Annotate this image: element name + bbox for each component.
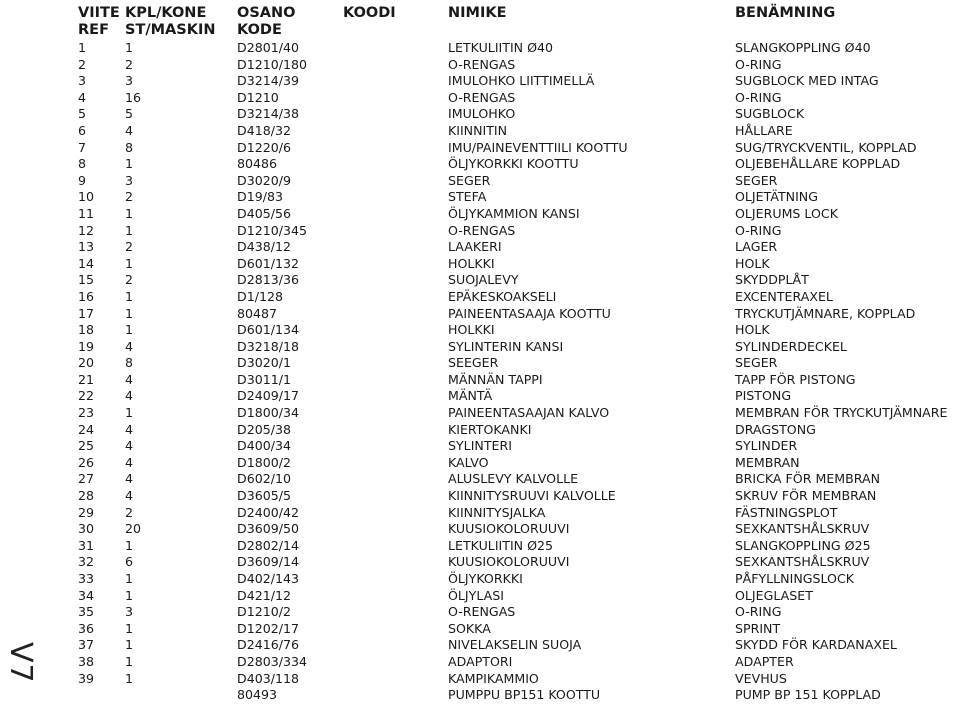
cell-qty: 6 xyxy=(125,554,134,570)
cell-name-fi: ÖLJYKAMMION KANSI xyxy=(448,205,580,221)
cell-name-fi: O-RENGAS xyxy=(448,89,516,105)
table-row xyxy=(0,637,959,654)
table-row xyxy=(0,554,959,571)
cell-ref: 2 xyxy=(78,56,87,72)
cell-name-fi: LAAKERI xyxy=(448,239,502,255)
cell-qty: 8 xyxy=(125,139,134,155)
cell-partno: D602/10 xyxy=(237,471,292,487)
header-partno-sv: KODE xyxy=(237,22,282,38)
cell-qty: 4 xyxy=(125,471,134,487)
cell-name-sv: FÄSTNINGSPLOT xyxy=(735,504,838,520)
cell-name-sv: SKYDD FÖR KARDANAXEL xyxy=(735,637,897,653)
cell-name-fi: O-RENGAS xyxy=(448,56,516,72)
cell-qty: 1 xyxy=(125,255,134,271)
cell-name-sv: SUG/TRYCKVENTIL, KOPPLAD xyxy=(735,139,917,155)
cell-ref: 34 xyxy=(78,587,95,603)
cell-name-fi: MÄNNÄN TAPPI xyxy=(448,371,543,387)
table-row xyxy=(0,256,959,273)
cell-name-fi: HOLKKI xyxy=(448,322,495,338)
cell-ref: 29 xyxy=(78,504,95,520)
cell-ref: 8 xyxy=(78,156,87,172)
header-qty-fi: KPL/KONE xyxy=(125,5,207,21)
cell-qty: 1 xyxy=(125,653,134,669)
cell-name-sv: PISTONG xyxy=(735,388,792,404)
cell-name-fi: PUMPPU BP151 KOOTTU xyxy=(448,687,601,703)
cell-name-fi: ÖLJYKORKKI KOOTTU xyxy=(448,156,579,172)
cell-ref: 17 xyxy=(78,305,95,321)
cell-qty: 8 xyxy=(125,355,134,371)
cell-name-sv: SYLINDER xyxy=(735,438,798,454)
cell-partno: D601/134 xyxy=(237,322,300,338)
cell-partno: D403/118 xyxy=(237,670,300,686)
table-row xyxy=(0,339,959,356)
cell-ref: 15 xyxy=(78,272,95,288)
cell-partno: D1800/2 xyxy=(237,454,292,470)
cell-partno: D1210/345 xyxy=(237,222,308,238)
cell-partno: D3020/1 xyxy=(237,355,292,371)
cell-partno: D3609/14 xyxy=(237,554,300,570)
cell-name-sv: SEGER xyxy=(735,355,778,371)
table-row xyxy=(0,388,959,405)
table-row xyxy=(0,322,959,339)
cell-partno: D421/12 xyxy=(237,587,292,603)
cell-partno: D418/32 xyxy=(237,122,292,138)
cell-partno: D3605/5 xyxy=(237,488,292,504)
cell-qty: 1 xyxy=(125,40,134,55)
table-row xyxy=(0,455,959,472)
cell-partno: D205/38 xyxy=(237,421,292,437)
cell-name-fi: LETKULIITIN Ø40 xyxy=(448,40,554,55)
table-row xyxy=(0,372,959,389)
table-row xyxy=(0,405,959,422)
header-partno-fi: OSANO xyxy=(237,5,296,21)
table-row xyxy=(0,173,959,190)
cell-ref: 14 xyxy=(78,255,95,271)
cell-ref: 7 xyxy=(78,139,87,155)
cell-qty: 5 xyxy=(125,106,134,122)
cell-name-fi: O-RENGAS xyxy=(448,222,516,238)
cell-ref: 1 xyxy=(78,40,87,55)
table-row xyxy=(0,106,959,123)
header-ref-sv: REF xyxy=(78,22,109,38)
cell-name-sv: TAPP FÖR PISTONG xyxy=(735,371,856,387)
cell-ref: 21 xyxy=(78,371,95,387)
cell-name-fi: STEFA xyxy=(448,189,487,205)
cell-name-sv: DRAGSTONG xyxy=(735,421,816,437)
cell-ref: 24 xyxy=(78,421,95,437)
cell-qty: 1 xyxy=(125,305,134,321)
cell-partno: D2400/42 xyxy=(237,504,300,520)
table-row xyxy=(0,687,959,704)
cell-partno: D3218/18 xyxy=(237,338,300,354)
cell-name-fi: PAINEENTASAAJA KOOTTU xyxy=(448,305,611,321)
cell-partno: D1210/2 xyxy=(237,604,292,620)
cell-ref: 28 xyxy=(78,488,95,504)
cell-name-sv: HÅLLARE xyxy=(735,122,793,138)
cell-name-fi: EPÄKESKOAKSELI xyxy=(448,288,557,304)
cell-qty: 2 xyxy=(125,239,134,255)
cell-qty: 4 xyxy=(125,488,134,504)
cell-qty: 4 xyxy=(125,338,134,354)
cell-partno: D2409/17 xyxy=(237,388,300,404)
cell-name-sv: O-RING xyxy=(735,89,782,105)
cell-qty: 16 xyxy=(125,89,142,105)
cell-qty: 1 xyxy=(125,405,134,421)
cell-ref: 26 xyxy=(78,454,95,470)
cell-name-sv: O-RING xyxy=(735,604,782,620)
cell-ref: 22 xyxy=(78,388,95,404)
cell-name-sv: HOLK xyxy=(735,322,770,338)
cell-ref: 4 xyxy=(78,89,87,105)
cell-name-sv: MEMBRAN xyxy=(735,454,800,470)
header-ref-fi: VIITE xyxy=(78,5,120,21)
cell-name-fi: KUUSIOKOLORUUVI xyxy=(448,554,570,570)
table-row xyxy=(0,488,959,505)
cell-name-sv: SPRINT xyxy=(735,620,781,636)
cell-ref: 5 xyxy=(78,106,87,122)
cell-name-fi: O-RENGAS xyxy=(448,604,516,620)
cell-name-fi: PAINEENTASAAJAN KALVO xyxy=(448,405,610,421)
cell-name-sv: SUGBLOCK MED INTAG xyxy=(735,73,879,89)
cell-name-sv: SLANGKOPPLING Ø25 xyxy=(735,537,871,553)
cell-qty: 1 xyxy=(125,322,134,338)
cell-name-sv: LAGER xyxy=(735,239,778,255)
cell-ref: 18 xyxy=(78,322,95,338)
cell-qty: 1 xyxy=(125,670,134,686)
cell-partno: 80493 xyxy=(237,687,278,703)
cell-partno: D2801/40 xyxy=(237,40,300,55)
cell-partno: 80486 xyxy=(237,156,278,172)
cell-name-sv: TRYCKUTJÄMNARE, KOPPLAD xyxy=(735,305,916,321)
header-name-sv: BENÄMNING xyxy=(735,5,836,21)
cell-ref: 38 xyxy=(78,653,95,669)
cell-partno: D402/143 xyxy=(237,571,300,586)
cell-name-sv: HOLK xyxy=(735,255,770,271)
cell-qty: 3 xyxy=(125,73,134,89)
cell-ref: 39 xyxy=(78,670,95,686)
table-row xyxy=(0,538,959,555)
cell-ref: 23 xyxy=(78,405,95,421)
cell-name-fi: MÄNTÄ xyxy=(448,388,493,404)
cell-name-fi: ÖLJYLASI xyxy=(448,587,504,603)
header-name-fi: NIMIKE xyxy=(448,5,507,21)
cell-partno: D3609/50 xyxy=(237,521,300,537)
cell-name-sv: OLJETÄTNING xyxy=(735,189,818,205)
table-row xyxy=(0,571,959,588)
cell-name-fi: HOLKKI xyxy=(448,255,495,271)
cell-name-fi: IMU/PAINEVENTTIILI KOOTTU xyxy=(448,139,628,155)
cell-ref: 6 xyxy=(78,122,87,138)
cell-partno: D2416/76 xyxy=(237,637,300,653)
cell-partno: D3011/1 xyxy=(237,371,292,387)
cell-partno: D1800/34 xyxy=(237,405,300,421)
cell-partno: 80487 xyxy=(237,305,278,321)
table-row xyxy=(0,189,959,206)
cell-qty: 4 xyxy=(125,122,134,138)
table-row xyxy=(0,156,959,173)
header-code: KOODI xyxy=(343,5,396,21)
cell-name-fi: KIINNITYSJALKA xyxy=(448,504,546,520)
table-row xyxy=(0,239,959,256)
cell-name-fi: KIINNITIN xyxy=(448,122,508,138)
table-row xyxy=(0,206,959,223)
cell-name-fi: KUUSIOKOLORUUVI xyxy=(448,521,570,537)
cell-qty: 20 xyxy=(125,521,142,537)
cell-ref: 13 xyxy=(78,239,95,255)
header-qty-sv: ST/MASKIN xyxy=(125,22,216,38)
cell-qty: 4 xyxy=(125,388,134,404)
cell-name-fi: KALVO xyxy=(448,454,489,470)
cell-qty: 4 xyxy=(125,454,134,470)
cell-name-sv: SEXKANTSHÅLSKRUV xyxy=(735,521,870,537)
cell-name-fi: KIINNITYSRUUVI KALVOLLE xyxy=(448,488,616,504)
cell-name-sv: OLJEGLASET xyxy=(735,587,813,603)
cell-name-fi: IMULOHKO LIITTIMELLÄ xyxy=(448,73,595,89)
table-row xyxy=(0,123,959,140)
cell-qty: 1 xyxy=(125,637,134,653)
cell-name-sv: MEMBRAN FÖR TRYCKUTJÄMNARE xyxy=(735,405,948,421)
page-number-label: V7 xyxy=(3,642,38,684)
cell-name-fi: SEGER xyxy=(448,172,491,188)
cell-ref: 33 xyxy=(78,571,95,586)
cell-name-sv: EXCENTERAXEL xyxy=(735,288,833,304)
cell-qty: 1 xyxy=(125,205,134,221)
cell-ref: 9 xyxy=(78,172,87,188)
cell-partno: D1/128 xyxy=(237,288,283,304)
cell-name-sv: PÅFYLLNINGSLOCK xyxy=(735,571,855,586)
cell-ref: 36 xyxy=(78,620,95,636)
cell-partno: D405/56 xyxy=(237,205,292,221)
cell-name-fi: SYLINTERI xyxy=(448,438,512,454)
table-row xyxy=(0,272,959,289)
cell-partno: D2813/36 xyxy=(237,272,300,288)
table-row xyxy=(0,521,959,538)
cell-name-sv: SYLINDERDECKEL xyxy=(735,338,847,354)
cell-name-sv: O-RING xyxy=(735,56,782,72)
cell-ref: 32 xyxy=(78,554,95,570)
cell-ref: 11 xyxy=(78,205,95,221)
table-row xyxy=(0,671,959,688)
cell-partno: D19/83 xyxy=(237,189,283,205)
cell-qty: 2 xyxy=(125,272,134,288)
cell-ref: 12 xyxy=(78,222,95,238)
cell-ref: 27 xyxy=(78,471,95,487)
cell-partno: D3020/9 xyxy=(237,172,292,188)
cell-ref: 31 xyxy=(78,537,95,553)
cell-name-fi: SOKKA xyxy=(448,620,491,636)
cell-partno: D3214/39 xyxy=(237,73,300,89)
cell-name-sv: BRICKA FÖR MEMBRAN xyxy=(735,471,881,487)
cell-name-sv: PUMP BP 151 KOPPLAD xyxy=(735,687,881,703)
cell-partno: D601/132 xyxy=(237,255,300,271)
table-row xyxy=(0,73,959,90)
cell-partno: D438/12 xyxy=(237,239,292,255)
cell-qty: 2 xyxy=(125,189,134,205)
cell-qty: 1 xyxy=(125,537,134,553)
cell-ref: 20 xyxy=(78,355,95,371)
table-row xyxy=(0,57,959,74)
cell-name-sv: VEVHUS xyxy=(735,670,787,686)
cell-ref: 37 xyxy=(78,637,95,653)
table-row xyxy=(0,90,959,107)
cell-partno: D2802/14 xyxy=(237,537,300,553)
cell-qty: 1 xyxy=(125,156,134,172)
table-row xyxy=(0,654,959,671)
cell-qty: 4 xyxy=(125,438,134,454)
cell-partno: D400/34 xyxy=(237,438,292,454)
cell-name-sv: ADAPTER xyxy=(735,653,794,669)
table-row xyxy=(0,289,959,306)
cell-ref: 10 xyxy=(78,189,95,205)
cell-name-fi: KAMPIKAMMIO xyxy=(448,670,539,686)
table-row xyxy=(0,588,959,605)
table-row xyxy=(0,223,959,240)
cell-ref: 35 xyxy=(78,604,95,620)
cell-name-sv: SEXKANTSHÅLSKRUV xyxy=(735,554,870,570)
cell-name-fi: LETKULIITIN Ø25 xyxy=(448,537,554,553)
cell-name-fi: SEEGER xyxy=(448,355,499,371)
cell-qty: 3 xyxy=(125,604,134,620)
cell-qty: 4 xyxy=(125,371,134,387)
cell-qty: 1 xyxy=(125,288,134,304)
cell-qty: 1 xyxy=(125,620,134,636)
cell-name-sv: SEGER xyxy=(735,172,778,188)
table-row xyxy=(0,355,959,372)
cell-partno: D2803/334 xyxy=(237,653,308,669)
cell-partno: D1210/180 xyxy=(237,56,308,72)
cell-ref: 16 xyxy=(78,288,95,304)
cell-name-fi: NIVELAKSELIN SUOJA xyxy=(448,637,582,653)
cell-ref: 3 xyxy=(78,73,87,89)
cell-name-fi: KIERTOKANKI xyxy=(448,421,532,437)
cell-name-fi: IMULOHKO xyxy=(448,106,516,122)
cell-name-sv: OLJERUMS LOCK xyxy=(735,205,838,221)
cell-name-sv: SKRUV FÖR MEMBRAN xyxy=(735,488,877,504)
table-row xyxy=(0,505,959,522)
cell-qty: 1 xyxy=(125,571,134,586)
cell-partno: D1210 xyxy=(237,89,279,105)
cell-partno: D3214/38 xyxy=(237,106,300,122)
cell-name-fi: ADAPTORI xyxy=(448,653,513,669)
cell-name-sv: OLJEBEHÅLLARE KOPPLAD xyxy=(735,156,901,172)
cell-ref: 19 xyxy=(78,338,95,354)
cell-name-sv: SLANGKOPPLING Ø40 xyxy=(735,40,871,55)
cell-qty: 3 xyxy=(125,172,134,188)
cell-name-sv: O-RING xyxy=(735,222,782,238)
table-row xyxy=(0,471,959,488)
cell-qty: 2 xyxy=(125,56,134,72)
parts-table-body xyxy=(0,40,959,704)
cell-qty: 2 xyxy=(125,504,134,520)
cell-ref: 30 xyxy=(78,521,95,537)
cell-ref: 25 xyxy=(78,438,95,454)
cell-name-sv: SKYDDPLÅT xyxy=(735,272,809,288)
cell-partno: D1202/17 xyxy=(237,620,300,636)
table-row xyxy=(0,140,959,157)
cell-qty: 4 xyxy=(125,421,134,437)
table-row xyxy=(0,604,959,621)
table-row xyxy=(0,438,959,455)
cell-qty: 1 xyxy=(125,222,134,238)
cell-name-sv: SUGBLOCK xyxy=(735,106,805,122)
cell-name-fi: ALUSLEVY KALVOLLE xyxy=(448,471,579,487)
cell-name-fi: SYLINTERIN KANSI xyxy=(448,338,564,354)
table-row xyxy=(0,621,959,638)
cell-name-fi: SUOJALEVY xyxy=(448,272,519,288)
cell-qty: 1 xyxy=(125,587,134,603)
cell-name-fi: ÖLJYKORKKI xyxy=(448,571,523,586)
cell-partno: D1220/6 xyxy=(237,139,292,155)
table-row xyxy=(0,306,959,323)
table-row xyxy=(0,40,959,57)
table-row xyxy=(0,422,959,439)
